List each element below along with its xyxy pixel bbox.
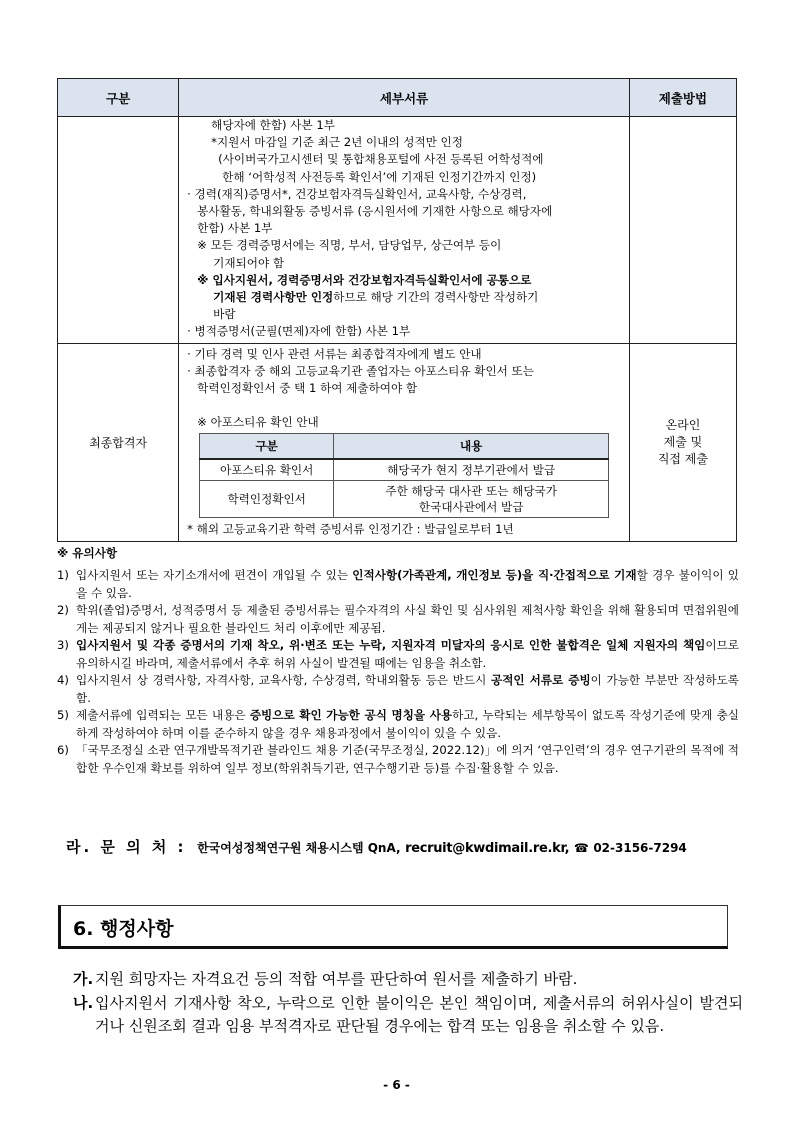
note-text: 제출서류에 입력되는 모든 내용은: [76, 708, 250, 722]
note-item: [57, 742, 739, 777]
note-number: 3): [57, 638, 69, 652]
note-text: 입사지원서 또는 자기소개서에 편견이 개입될 수 있는: [76, 568, 353, 582]
contact-email[interactable]: recruit@kwdimail.re.kr,: [405, 841, 570, 856]
notes-section: [57, 545, 739, 777]
note-number: 5): [57, 708, 69, 722]
note-item: [57, 707, 739, 742]
note-text-bold: 증빙으로 확인 가능한 공식 명칭을 사용: [249, 708, 453, 722]
apostille-cell-line: 한국대사관에서 발급: [418, 500, 524, 515]
note-text: 이므로 유의하시길 바라며, 제출서류에서 추후 허위 사실이 발견될 때에는 임용을 취소함.: [76, 638, 739, 670]
admin-item: [73, 992, 743, 1038]
detail-line: 바람: [213, 307, 236, 322]
detail-line: ※ 입사지원서, 경력증명서와 건강보험자격득실확인서에 공통으로: [197, 272, 532, 287]
admin-item-text: 입사지원서 기재사항 착오, 누락으로 인한 불이익은 본인 책임이며, 제출서류의 허위사실이 발견되거나 신원조회 결과 임용 부적격자로 판단될 경우에는 합격 또는 임용을 취소할 수 있음.: [95, 994, 743, 1035]
note-item: [57, 602, 739, 637]
detail-line: ※ 모든 경력증명서에는 직명, 부서, 담당업무, 상근여부 등이: [197, 238, 502, 253]
note-number: 1): [57, 568, 69, 582]
apostille-cell: 학력인정확인서: [200, 481, 334, 518]
note-text-bold: 입사지원서 및 각종 증명서의 기재 착오, 위·변조 또는 누락, 지원자격 미달자의 응시로 인한 불합격은 일체 지원자의 책임: [76, 638, 706, 652]
row1-details: [179, 117, 630, 344]
header-method: 제출방법: [629, 79, 736, 117]
row1-method: [629, 117, 736, 344]
note-text: 하고, 누락되는 세부항목이 없도록 작성기준에 맞게 충실하게 작성하여야 하며 이를 준수하지 않을 경우 채용과정에서 불이익이 있을 수 있음.: [76, 708, 739, 740]
note-number: 2): [57, 603, 69, 617]
method-line: 제출 및: [663, 434, 703, 449]
detail-line-bold: 기재된 경력사항만 인정: [213, 290, 334, 305]
note-number: 4): [57, 673, 69, 687]
detail-line: ※ 아포스티유 확인 안내: [197, 415, 319, 430]
apostille-cell: 아포스티유 확인서: [200, 459, 334, 481]
contact-org: 한국여성정책연구원 채용시스템 QnA,: [197, 841, 401, 855]
row2-label: 최종합격자: [58, 343, 179, 541]
contact-phone: 02-3156-7294: [593, 841, 687, 855]
detail-line: · 경력(재직)증명서*, 건강보험자격득실확인서, 교육사항, 수상경력,: [187, 186, 527, 201]
note-text: 할 경우 불이익이 있을 수 있음.: [76, 568, 740, 600]
note-text: 학위(졸업)증명서, 성적증명서 등 제출된 증빙서류는 필수자격의 사실 확인 및 심사위원 제척사항 확인을 위해 활용되며 면접위원에게는 제공되지 않거나 필요한 블라인드 처리 이후에만 제공됨.: [76, 603, 739, 635]
detail-line: *지원서 마감일 기준 최근 2년 이내의 성적만 인정: [211, 135, 463, 150]
admin-item-text: 지원 희망자는 자격요건 등의 적합 여부를 판단하여 원서를 제출하기 바람.: [95, 970, 578, 988]
page-number: - 6 -: [383, 1078, 410, 1092]
method-line: 온라인: [665, 417, 701, 432]
note-number: 6): [57, 743, 69, 757]
row2-details: [179, 343, 630, 541]
note-text: 「국무조정실 소관 연구개발목적기관 블라인드 채용 기준(국무조정실, 2022.12)」에 의거 ‘연구인력’의 경우 연구기관의 목적에 적합한 우수인재 확보를 위하여 일부 정보(학위취득기관, 연구수행기관 등)를 수집·활용할 수 있음.: [76, 743, 739, 775]
note-text-bold: 인적사항(가족관계, 개인정보 등)을 직·간접적으로 기재: [352, 568, 637, 582]
detail-footnote: * 해외 고등교육기관 학력 증빙서류 인정기간 : 발급일로부터 1년: [187, 522, 514, 537]
row1-label: [58, 117, 179, 344]
detail-line: · 기타 경력 및 인사 관련 서류는 최종합격자에게 별도 안내: [187, 346, 482, 361]
header-details: 세부서류: [179, 79, 630, 117]
contact-line: [66, 836, 687, 857]
contact-label: 라. 문 의 처 :: [66, 838, 187, 856]
detail-line: · 병적증명서(군필(면제)자에 한함) 사본 1부: [187, 324, 411, 339]
note-item: [57, 567, 739, 602]
apostille-table: [199, 433, 609, 518]
detail-line: 기재되어야 함: [213, 255, 285, 270]
apostille-cell: 해당국가 현지 정부기관에서 발급: [334, 459, 609, 481]
note-item: [57, 637, 739, 672]
phone-icon: ☎: [573, 841, 589, 855]
section-title: 6. 행정사항: [73, 918, 174, 940]
admin-item-key: 나.: [73, 994, 94, 1012]
row2-method: [629, 343, 736, 541]
section-heading-box: [58, 905, 728, 949]
apostille-header-category: 구분: [200, 434, 334, 460]
note-item: [57, 672, 739, 707]
notes-title: ※ 유의사항: [57, 546, 118, 560]
note-text-bold: 공적인 서류로 증빙: [491, 673, 591, 687]
table-header-row: [58, 79, 737, 117]
detail-line: 학력인정확인서 중 택 1 하여 제출하여야 함: [197, 381, 418, 396]
table-row: [200, 459, 609, 481]
detail-line: 한해 ‘어학성적 사전등록 확인서’에 기재된 인정기간까지 인정): [222, 169, 537, 184]
documents-table: [57, 78, 737, 542]
note-text: 입사지원서 상 경력사항, 자격사항, 교육사항, 수상경력, 학내외활동 등은 반드시: [76, 673, 492, 687]
table-row: [58, 343, 737, 541]
apostille-cell-line: 주한 해당국 대사관 또는 해당국가: [385, 484, 557, 499]
apostille-header-row: [200, 434, 609, 460]
table-row: [200, 481, 609, 518]
detail-line: (사이버국가고시센터 및 통합채용포털에 사전 등록된 어학성적에: [218, 152, 544, 167]
detail-line: 한함) 사본 1부: [197, 221, 273, 236]
detail-line: 하므로 해당 기간의 경력사항만 작성하기: [333, 290, 539, 305]
detail-line: 해당자에 한함) 사본 1부: [211, 118, 335, 132]
apostille-cell: [334, 481, 609, 518]
detail-line: 봉사활동, 학내외활동 증빙서류 (응시원서에 기재한 사항으로 해당자에: [197, 204, 553, 219]
detail-line: · 최종합격자 중 해외 고등교육기관 졸업자는 아포스티유 확인서 또는: [187, 363, 534, 378]
header-category: 구분: [58, 79, 179, 117]
admin-item-key: 가.: [73, 970, 94, 988]
note-text: 이 가능한 부분만 작성하도록 함.: [76, 673, 739, 705]
table-row: [58, 117, 737, 344]
apostille-header-content: 내용: [334, 434, 609, 460]
admin-item: [73, 968, 743, 991]
method-line: 직접 제출: [657, 451, 708, 466]
